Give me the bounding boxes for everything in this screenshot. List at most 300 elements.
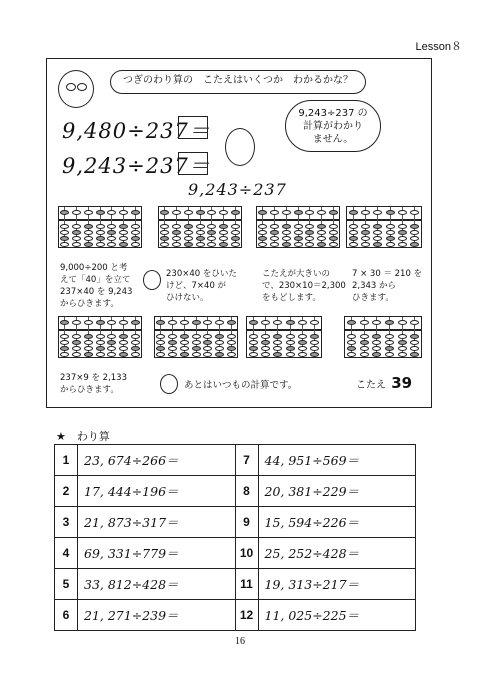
problem-number: 9 [235,507,258,538]
abacus-bead [249,346,258,351]
abacus-bead [196,236,205,241]
problem-number: 3 [55,507,78,538]
abacus-bead [386,242,395,247]
abacus-bead [398,346,407,351]
abacus-bead [305,242,314,247]
abacus-bead [184,224,193,229]
problem-text: 11, 025÷225＝ [258,600,416,631]
abacus-bead [286,340,295,345]
abacus-bead [410,352,419,357]
step-4-text [352,268,428,304]
abacus-bead [347,334,356,339]
abacus-bead [410,224,419,229]
table-row [55,538,416,569]
abacus-bead [60,352,69,357]
abacus-bead [282,242,291,247]
abacus-bead [385,334,394,339]
abacus-bead [96,236,105,241]
thought-line-1: 9,243÷237 の [298,108,368,119]
abacus-bead [249,334,258,339]
abacus-bead [347,352,356,357]
problem-number: 7 [235,445,258,476]
abacus-bead [96,334,105,339]
step-3-line: をもどします。 [262,293,321,303]
abacus-bead [317,224,326,229]
abacus-bead [107,346,116,351]
abacus-bead [160,210,169,215]
abacus-bead [261,352,270,357]
abacus-bead [84,236,93,241]
problem-text: 15, 594÷226＝ [258,507,416,538]
exercise-table [54,444,416,631]
abacus-bead [180,340,189,345]
abacus-bead [294,242,303,247]
abacus-bead [60,346,69,351]
problem-text: 33, 812÷428＝ [78,569,236,600]
abacus-1 [58,206,142,248]
abacus-bead [156,340,165,345]
abacus-bead [119,320,128,325]
abacus-bead [96,230,105,235]
abacus-bead [282,224,291,229]
abacus-bead [398,230,407,235]
abacus-bead [373,210,382,215]
abacus-bead [219,230,228,235]
step-1-line: 9,000÷200 と考 [60,263,128,273]
abacus-bar [347,219,421,221]
abacus-bead [317,242,326,247]
abacus-bead [231,230,240,235]
abacus-bead [372,340,381,345]
abacus-bead [180,346,189,351]
abacus-bead [60,210,69,215]
abacus-bead [310,346,319,351]
abacus-bead [361,224,370,229]
abacus-bead [72,334,81,339]
abacus-bead [270,210,279,215]
abacus-bead [160,230,169,235]
table-row [55,569,416,600]
abacus-bead [398,236,407,241]
abacus-bead [172,224,181,229]
step-5-line: 237×9 を 2,133 [60,373,127,383]
abacus-bead [258,210,267,215]
student-small-illustration-2 [160,374,178,394]
abacus-bead [361,230,370,235]
abacus-bead [107,230,116,235]
abacus-bead [273,340,282,345]
abacus-bead [273,346,282,351]
abacus-bead [270,236,279,241]
abacus-bead [119,224,128,229]
abacus-bead [192,352,201,357]
abacus-bead [373,242,382,247]
title-bubble [110,70,366,94]
abacus-bead [298,334,307,339]
abacus-bead [249,320,258,325]
abacus-bead [349,224,358,229]
abacus-bead [219,224,228,229]
abacus-bead [410,340,419,345]
abacus-bead [310,352,319,357]
problem-number: 4 [55,538,78,569]
abacus-bead [72,352,81,357]
abacus-bead [227,346,236,351]
abacus-bead [192,340,201,345]
abacus-bead [60,340,69,345]
abacus-bead [131,236,140,241]
abacus-bead [398,210,407,215]
problem-text: 21, 271÷239＝ [78,600,236,631]
abacus-bead [119,352,128,357]
abacus-bead [294,230,303,235]
abacus-bead [172,242,181,247]
abacus-bead [119,230,128,235]
abacus-bead [160,236,169,241]
abacus-bead [305,210,314,215]
abacus-bead [180,352,189,357]
abacus-bead [360,320,369,325]
abacus-bead [168,352,177,357]
abacus-6 [154,316,238,358]
step-3-line: こたえが大きいの [262,269,331,279]
abacus-bead [168,320,177,325]
abacus-bead [361,236,370,241]
abacus-bead [329,236,338,241]
abacus-bead [107,340,116,345]
abacus-bead [273,320,282,325]
abacus-bead [305,230,314,235]
abacus-bead [258,242,267,247]
abacus-bead [398,352,407,357]
abacus-bead [96,242,105,247]
abacus-bead [317,210,326,215]
problem-text: 21, 873÷317＝ [78,507,236,538]
problem-text: 19, 313÷217＝ [258,569,416,600]
step-5-text [60,372,150,396]
abacus-bead [180,320,189,325]
abacus-bead [131,352,140,357]
abacus-bead [84,320,93,325]
abacus-bead [131,210,140,215]
abacus-bead [184,210,193,215]
abacus-bead [258,236,267,241]
abacus-bead [310,334,319,339]
abacus-bead [119,236,128,241]
abacus-bead [131,242,140,247]
abacus-bead [203,346,212,351]
abacus-bead [219,236,228,241]
abacus-bead [372,320,381,325]
abacus-bead [72,236,81,241]
abacus-bead [60,334,69,339]
abacus-bead [131,334,140,339]
step-3-text [262,268,346,304]
abacus-bead [207,236,216,241]
abacus-bead [385,352,394,357]
thought-bubble [285,100,381,152]
abacus-bead [160,242,169,247]
student-illustration [225,128,255,166]
abacus-bead [261,340,270,345]
lesson-label: Lesson８ [415,41,462,53]
problem-text: 17, 444÷196＝ [78,476,236,507]
step-1-line: えて「40」を立て [60,275,131,285]
abacus-bead [398,242,407,247]
abacus-bead [219,242,228,247]
abacus-bead [231,242,240,247]
abacus-bead [258,224,267,229]
abacus-bead [349,236,358,241]
abacus-bead [329,230,338,235]
table-row [55,507,416,538]
abacus-bead [261,334,270,339]
note-text: あとはいつもの計算です。 [184,380,298,391]
abacus-bead [372,352,381,357]
abacus-bead [84,230,93,235]
abacus-bead [385,340,394,345]
abacus-bead [96,224,105,229]
abacus-bead [107,334,116,339]
problem-number: 2 [55,476,78,507]
abacus-bead [72,230,81,235]
abacus-bead [72,346,81,351]
abacus-bead [373,224,382,229]
abacus-bead [258,230,267,235]
abacus-bead [398,224,407,229]
abacus-bead [203,334,212,339]
abacus-bead [131,224,140,229]
abacus-bead [294,210,303,215]
thought-line-3: ません。 [312,134,354,145]
step-4-line: ひきます。 [352,293,394,303]
abacus-bead [84,224,93,229]
abacus-bead [410,236,419,241]
abacus-bead [107,320,116,325]
abacus-bead [215,340,224,345]
abacus-bead [385,320,394,325]
abacus-bead [215,320,224,325]
problem-text: 44, 951÷569＝ [258,445,416,476]
abacus-bead [360,340,369,345]
abacus-bead [398,340,407,345]
abacus-bead [84,242,93,247]
abacus-bead [360,352,369,357]
abacus-bead [156,320,165,325]
abacus-bead [131,340,140,345]
abacus-bead [184,236,193,241]
page-number: 16 [235,636,245,647]
abacus-bead [84,210,93,215]
abacus-bead [305,224,314,229]
abacus-bead [119,242,128,247]
abacus-bead [180,334,189,339]
abacus-bead [119,210,128,215]
step-2-line: 230×40 をひいた [166,269,237,279]
abacus-bead [386,236,395,241]
step-2-line: けど、7×40 が [166,281,227,291]
abacus-bead [131,346,140,351]
student-small-illustration [143,270,161,290]
abacus-bead [282,210,291,215]
abacus-bead [119,334,128,339]
abacus-bar [247,329,321,331]
section-title: ★ わり算 [56,430,110,443]
abacus-bead [215,346,224,351]
step-3-line: で、230×10＝2,300 [262,281,346,291]
abacus-bead [96,340,105,345]
abacus-bead [329,224,338,229]
abacus-bead [361,242,370,247]
abacus-bead [294,224,303,229]
abacus-bead [160,224,169,229]
abacus-bead [107,224,116,229]
abacus-bead [168,346,177,351]
abacus-bead [329,242,338,247]
abacus-bead [261,320,270,325]
abacus-bead [286,352,295,357]
abacus-bead [72,210,81,215]
abacus-bead [84,346,93,351]
abacus-bead [96,320,105,325]
abacus-bead [119,340,128,345]
abacus-bar [345,329,421,331]
abacus-bead [347,346,356,351]
abacus-2 [158,206,242,248]
abacus-bead [131,230,140,235]
abacus-bead [60,230,69,235]
abacus-bead [349,210,358,215]
abacus-bead [231,210,240,215]
abacus-bead [192,346,201,351]
abacus-bead [385,346,394,351]
problem-number: 12 [235,600,258,631]
answer-value: 39 [391,374,413,392]
abacus-bead [386,224,395,229]
answer-label: こたえ [356,380,386,391]
abacus-bead [298,346,307,351]
abacus-bead [270,224,279,229]
abacus-bead [398,334,407,339]
abacus-bead [196,230,205,235]
abacus-bead [282,230,291,235]
answer [356,374,412,392]
abacus-bead [227,340,236,345]
abacus-7 [246,316,322,358]
abacus-bead [386,230,395,235]
table-row [55,476,416,507]
abacus-bead [294,236,303,241]
abacus-bead [282,236,291,241]
abacus-bead [203,340,212,345]
abacus-bead [410,346,419,351]
problem-text: 69, 331÷779＝ [78,538,236,569]
abacus-bead [184,242,193,247]
abacus-bead [84,334,93,339]
abacus-bead [131,320,140,325]
step-1-line: からひきます。 [60,299,119,309]
abacus-bead [227,352,236,357]
abacus-bead [298,352,307,357]
abacus-8 [344,316,422,358]
problem-number: 5 [55,569,78,600]
answer-box-b [178,152,208,175]
abacus-bead [286,320,295,325]
problem-number: 10 [235,538,258,569]
abacus-bead [249,340,258,345]
abacus-bead [60,224,69,229]
step-2-line: ひけない。 [166,293,209,303]
abacus-bead [310,340,319,345]
abacus-bead [349,230,358,235]
abacus-bead [196,224,205,229]
abacus-bead [207,242,216,247]
table-row [55,445,416,476]
abacus-bead [107,236,116,241]
abacus-bead [168,334,177,339]
abacus-bead [310,320,319,325]
abacus-bead [410,230,419,235]
thought-line-2: 計算がわかり [303,121,363,132]
abacus-bead [273,334,282,339]
problem-number: 1 [55,445,78,476]
abacus-bead [96,352,105,357]
abacus-bead [317,236,326,241]
abacus-bead [72,320,81,325]
abacus-bead [231,236,240,241]
problem-text: 23, 674÷266＝ [78,445,236,476]
work-heading: 9,243÷237 [188,180,287,199]
abacus-bead [249,352,258,357]
abacus-bead [215,352,224,357]
abacus-bead [373,236,382,241]
abacus-bead [298,320,307,325]
step-1-text [60,262,140,310]
abacus-bead [347,320,356,325]
abacus-bead [184,230,193,235]
problem-text: 25, 252÷428＝ [258,538,416,569]
abacus-bead [60,242,69,247]
abacus-bead [219,210,228,215]
abacus-bead [372,346,381,351]
abacus-bead [196,210,205,215]
abacus-5 [58,316,142,358]
abacus-bead [360,346,369,351]
abacus-bead [361,210,370,215]
abacus-bead [72,340,81,345]
abacus-bead [398,320,407,325]
abacus-bead [373,230,382,235]
abacus-bead [172,236,181,241]
answer-box-a [178,116,208,139]
abacus-bead [156,352,165,357]
abacus-bead [107,352,116,357]
abacus-bead [286,346,295,351]
problem-b: 9,243÷237＝ [62,154,211,178]
abacus-bead [329,210,338,215]
problem-a: 9,480÷237＝ [62,119,211,143]
abacus-4 [346,206,422,248]
abacus-bead [349,242,358,247]
abacus-bead [305,236,314,241]
abacus-bead [410,334,419,339]
abacus-bead [231,224,240,229]
abacus-bead [119,346,128,351]
step-4-line: 2,343 から [352,281,397,291]
abacus-bead [386,210,395,215]
abacus-bead [168,340,177,345]
step-4-line: 7 × 30 ＝ 210 を [352,269,423,279]
